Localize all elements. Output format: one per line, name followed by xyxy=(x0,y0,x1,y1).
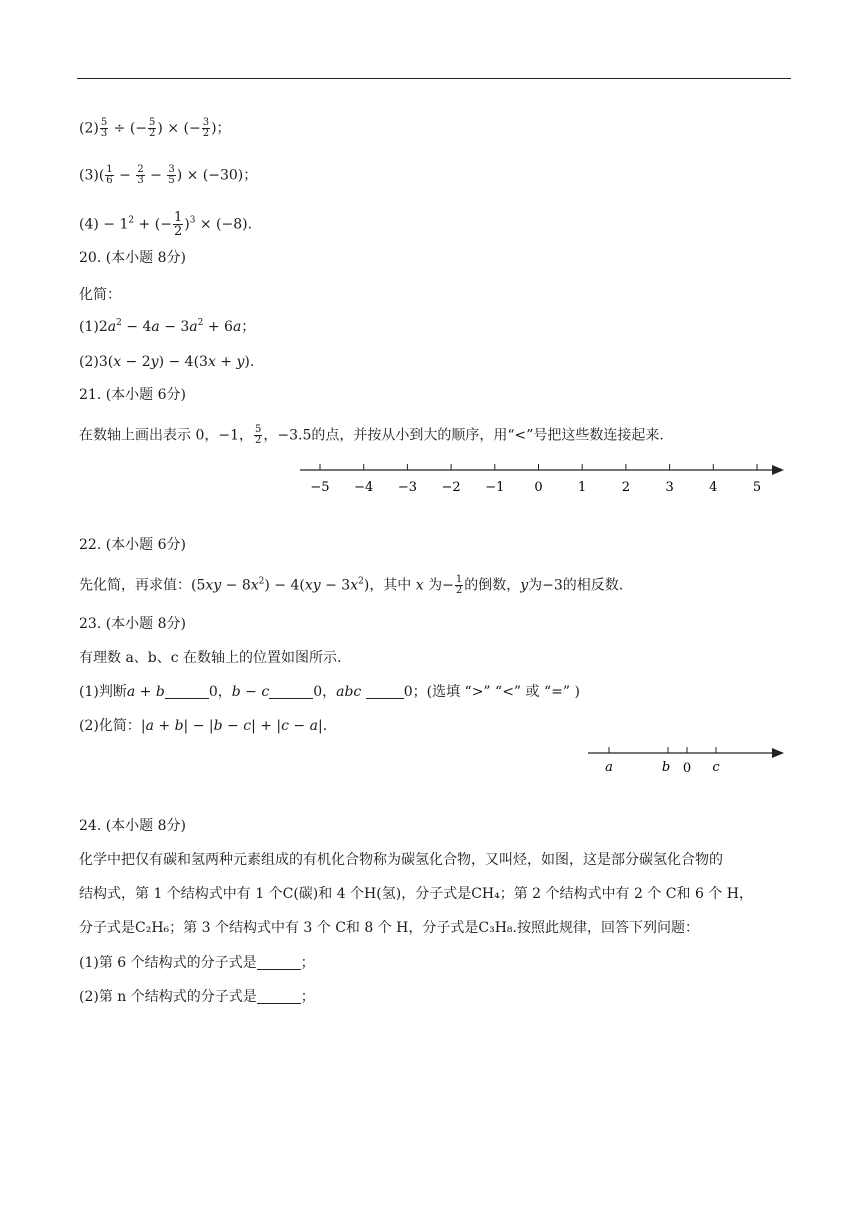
problem-19-3: (3)( $\frac{1}{6}$ − $\frac{2}{3}$ − $\frac{3}{5}$ ) × (−30)； xyxy=(79,164,258,186)
answer-blank[interactable] xyxy=(257,955,301,970)
q20-part1: $(1)2a^2 - 4a - 3a^2 + 6a$； xyxy=(79,318,256,335)
q20-part2: (2)3(x − 2y) − 4(3x + y). xyxy=(79,354,255,370)
tick-label: −2 xyxy=(441,480,461,495)
tick-label: −4 xyxy=(354,480,374,495)
answer-blank[interactable] xyxy=(269,684,313,699)
header-rule xyxy=(77,78,791,79)
q24-header: 24. (本小题 8分) xyxy=(79,818,186,834)
q23-intro: 有理数 a、b、c 在数轴上的位置如图所示. xyxy=(79,650,342,666)
q21-header: 21. (本小题 6分) xyxy=(79,387,186,403)
q24-part2: (2)第 n 个结构式的分子式是 ； xyxy=(79,989,315,1005)
q20-intro: 化简： xyxy=(79,287,121,303)
q20-header: 20. (本小题 8分) xyxy=(79,250,186,266)
q24-part1: (1)第 6 个结构式的分子式是 ； xyxy=(79,955,315,971)
tick-label: 1 xyxy=(578,480,587,495)
label-c: c xyxy=(712,760,720,775)
tick-label: −5 xyxy=(310,480,330,495)
tick-label: 4 xyxy=(709,480,718,495)
number-line-21 xyxy=(298,458,788,500)
q24-line3: 分子式是C₂H₆；第 3 个结构式中有 3 个 C和 8 个 H，分子式是C₃H₈.按照此规律，回答下列问题： xyxy=(79,920,699,936)
q24-line1: 化学中把仅有碳和氢两种元素组成的有机化合物称为碳氢化合物，又叫烃，如图，这是部分碳氢化合物的 xyxy=(79,852,723,868)
q23-part2: (2)化简：|a + b| − |b − c| + |c − a|. xyxy=(79,718,328,734)
number-line-23 xyxy=(586,743,786,777)
answer-blank[interactable] xyxy=(165,684,209,699)
q24-line2: 结构式，第 1 个结构式中有 1 个C(碳)和 4 个H(氢)，分子式是CH₄；第 2 个结构式中有 2 个 C和 6 个 H， xyxy=(79,886,753,902)
label-0: 0 xyxy=(682,761,692,776)
tick-label: 5 xyxy=(752,480,762,495)
tick-label: 3 xyxy=(665,480,674,495)
problem-19-4: $(4) - 1^2$ + (− $\frac{1}{2}$ )$^3$ × (−8). xyxy=(79,210,253,239)
tick-label: 0 xyxy=(534,480,543,495)
tick-label: −1 xyxy=(485,480,505,495)
tick-label: −3 xyxy=(397,480,417,495)
q23-part1: (1)判断a + b 0，b − c 0，abc 0；(选填 “>” “<” 或 “=” ) xyxy=(79,684,580,700)
problem-19-2: (2) $\frac{5}{3}$ ÷ (− $\frac{5}{2}$ ) × (− $\frac{3}{2}$ )； xyxy=(79,117,231,139)
q21-text: 在数轴上画出表示 0，−1， $\frac{5}{2}$ ，−3.5的点，并按从小到大的顺序，用“<”号把这些数连接起来. xyxy=(79,424,664,446)
answer-blank[interactable] xyxy=(366,684,404,699)
tick-label: 2 xyxy=(621,480,631,495)
label-a: a xyxy=(605,760,613,775)
label-b: b xyxy=(661,760,671,775)
q23-header: 23. (本小题 8分) xyxy=(79,616,186,632)
q22-text: 先化简，再求值：$(5xy - 8x^2) - 4(xy - 3x^2)$，其中 x 为− $\frac{1}{2}$ 的倒数，y为−3的相反数. xyxy=(79,574,624,596)
q22-header: 22. (本小题 6分) xyxy=(79,537,186,553)
answer-blank[interactable] xyxy=(257,989,301,1004)
